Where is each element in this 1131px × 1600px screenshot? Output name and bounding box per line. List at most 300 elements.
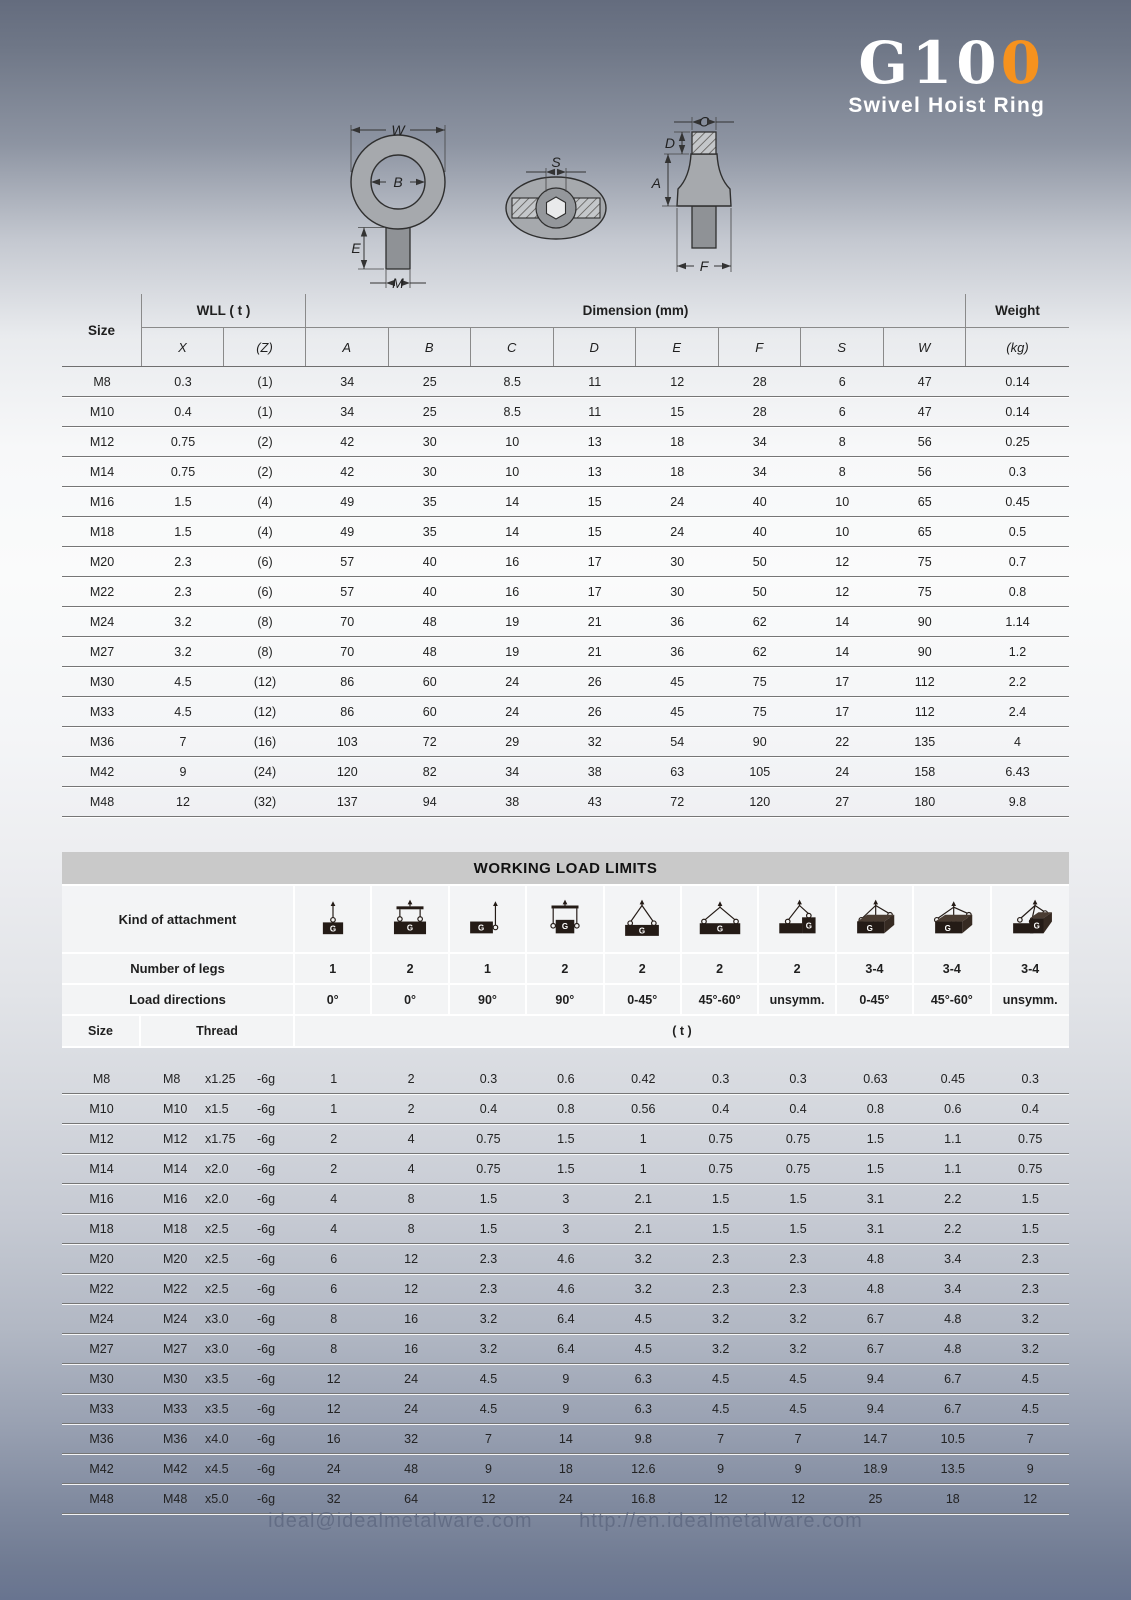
spec-column-header: F [719, 328, 802, 366]
spec-table-cell: 57 [340, 554, 355, 569]
row-size-label: M27 [89, 644, 115, 659]
spec-table-cell: 25 [422, 404, 437, 419]
spec-table-cell: 30 [670, 584, 685, 599]
wll-table-row [62, 1124, 1069, 1154]
spec-table-cell: 17 [587, 584, 602, 599]
spec-table-cell: 21 [587, 644, 602, 659]
front-view-diagram [351, 122, 445, 291]
wll-value-cell: 0.75 [785, 1161, 811, 1176]
wll-value-cell: 6 [330, 1251, 338, 1266]
footer-email: ideal@idealmetalware.com [268, 1510, 533, 1532]
wll-table-title: WORKING LOAD LIMITS [62, 852, 1069, 886]
wll-value-cell: 10.5 [940, 1431, 965, 1446]
wll-value-cell: 24 [326, 1461, 341, 1476]
spec-table-row [62, 547, 1069, 577]
spec-table-cell: 50 [752, 554, 767, 569]
sling-3-4-leg-0-45deg-icon [847, 897, 901, 941]
wll-value-cell: 4.5 [789, 1401, 807, 1416]
spec-table-cell: 75 [917, 554, 932, 569]
wll-value-cell: 1.5 [789, 1191, 807, 1206]
spec-table-cell: 30 [670, 554, 685, 569]
thread-token: -6g [257, 1251, 276, 1266]
spec-table-cell: 6 [838, 404, 846, 419]
wll-value-cell: 4.6 [557, 1251, 575, 1266]
svg-text:G: G [329, 924, 336, 934]
spec-table-cell: 10 [505, 434, 520, 449]
wll-value-cell: 1.5 [479, 1221, 498, 1236]
spec-table-cell: 35 [422, 494, 437, 509]
spec-table-row [62, 577, 1069, 607]
spec-table-cell: 38 [505, 794, 520, 809]
spec-table-cell: 24 [505, 674, 520, 689]
wll-table-body [62, 1064, 1069, 1514]
wll-value-cell: 1.5 [866, 1161, 885, 1176]
logo-main-text: G10 [858, 29, 1001, 97]
row-thread-spec [141, 1454, 295, 1483]
spec-table-cell: 14 [505, 524, 520, 539]
thread-token: M16 [163, 1191, 188, 1206]
wll-value-cell: 3.2 [789, 1311, 807, 1326]
wll-table-row [62, 1274, 1069, 1304]
dim-label-w: W [391, 122, 405, 138]
spec-table-cell: 0.75 [170, 464, 196, 479]
wll-value-cell: 2.3 [1021, 1251, 1039, 1266]
attachment-icon-cell [992, 886, 1069, 952]
spec-table-cell: 75 [752, 674, 767, 689]
wll-value-cell: 1 [330, 1101, 338, 1116]
dim-label-s: S [551, 154, 561, 170]
wll-value-cell: 6.4 [557, 1341, 575, 1356]
spec-table-cell: 60 [422, 674, 437, 689]
row-size-label: M8 [92, 1071, 111, 1086]
spec-table-cell: 1.14 [1005, 614, 1030, 629]
spec-table-cell: 40 [422, 554, 437, 569]
spec-table-cell: 25 [422, 374, 437, 389]
wll-value-cell: 12.6 [631, 1461, 656, 1476]
spec-table-cell: 10 [835, 494, 850, 509]
wll-value-cell: 2.3 [711, 1251, 730, 1266]
sling-3-4-leg-45-60deg-icon [925, 897, 979, 941]
wll-value-cell: 2.3 [789, 1251, 807, 1266]
thread-token: M8 [163, 1071, 181, 1086]
wll-value-cell: 2 [407, 1101, 415, 1116]
dim-label-m: M [392, 275, 404, 291]
svg-text:G: G [716, 924, 723, 934]
row-thread-spec [141, 1334, 295, 1363]
logo-accent-text: 0 [1000, 29, 1045, 97]
wll-value-cell: 6.7 [866, 1341, 885, 1356]
spec-table-cell: 3.2 [174, 644, 192, 659]
wll-value-cell: 9 [1026, 1461, 1034, 1476]
thread-token: x2.5 [205, 1251, 229, 1266]
spec-table-cell: 94 [422, 794, 437, 809]
spec-table-cell: 11 [588, 404, 602, 419]
wll-value-cell: 1.1 [944, 1161, 962, 1176]
spec-table-cell: 24 [670, 494, 685, 509]
spec-table-cell: (4) [257, 494, 273, 509]
row-size-label: M48 [89, 794, 115, 809]
row-thread-spec [141, 1484, 295, 1513]
spec-column-header: C [471, 328, 554, 366]
spec-table-cell: (1) [257, 374, 273, 389]
row-size-label: M8 [93, 374, 111, 389]
spec-table-cell: 24 [670, 524, 685, 539]
load-directions-row [62, 985, 1069, 1016]
dimension-spec-table [62, 294, 1069, 817]
wll-value-cell: 12 [1023, 1491, 1038, 1506]
number-of-legs-label: Number of legs [62, 954, 295, 983]
load-direction-value: 0° [372, 985, 449, 1014]
spec-table-header [62, 294, 1069, 367]
spec-table-cell: 82 [422, 764, 437, 779]
wll-value-cell: 1.5 [557, 1131, 575, 1146]
sling-1-leg-90deg-icon [460, 897, 514, 941]
load-direction-value: 0-45° [605, 985, 682, 1014]
spec-table-cell: 0.3 [1008, 464, 1027, 479]
wll-value-cell: 0.4 [479, 1101, 498, 1116]
spec-column-header: (Z) [224, 328, 306, 366]
wll-value-cell: 3.2 [1021, 1341, 1039, 1356]
spec-column-header: S [801, 328, 884, 366]
spec-table-cell: 90 [752, 734, 767, 749]
spec-table-cell: 75 [752, 704, 767, 719]
wll-value-cell: 4 [330, 1191, 338, 1206]
row-size-label: M24 [89, 614, 115, 629]
spec-table-cell: 12 [670, 374, 685, 389]
load-direction-value: 45°-60° [914, 985, 991, 1014]
wll-value-cell: 2.3 [789, 1281, 807, 1296]
spec-table-cell: 17 [835, 704, 850, 719]
wll-value-cell: 7 [717, 1431, 725, 1446]
wll-size-header: Size [62, 1016, 141, 1046]
spec-table-cell: 135 [914, 734, 936, 749]
wll-value-cell: 0.75 [785, 1131, 811, 1146]
wll-value-cell: 4 [330, 1221, 338, 1236]
spec-column-header: D [554, 328, 637, 366]
wll-value-cell: 1 [639, 1161, 647, 1176]
row-size-label: M30 [89, 1371, 114, 1386]
spec-table-cell: (4) [257, 524, 273, 539]
technical-drawings [328, 110, 790, 302]
spec-table-cell: 72 [670, 794, 685, 809]
row-thread-spec [141, 1064, 295, 1093]
row-size-label: M22 [89, 1281, 114, 1296]
spec-table-cell: 30 [422, 434, 437, 449]
thread-token: -6g [257, 1161, 276, 1176]
spec-column-header: (kg) [1006, 339, 1029, 355]
row-size-label: M27 [89, 1341, 114, 1356]
spec-table-row [62, 757, 1069, 787]
spec-table-cell: 18 [670, 434, 685, 449]
number-of-legs-value: 2 [372, 954, 449, 983]
wll-value-cell: 0.3 [789, 1071, 807, 1086]
spec-table-cell: 42 [340, 464, 355, 479]
wll-value-cell: 3.2 [634, 1281, 652, 1296]
number-of-legs-value: 2 [527, 954, 604, 983]
row-thread-spec [141, 1394, 295, 1423]
wll-value-cell: 9 [717, 1461, 725, 1476]
spec-table-cell: 16 [505, 554, 520, 569]
thread-token: M14 [163, 1161, 188, 1176]
wll-value-cell: 0.4 [789, 1101, 807, 1116]
spec-table-cell: 22 [835, 734, 850, 749]
spec-table-cell: 57 [340, 584, 355, 599]
wll-value-cell: 4.5 [634, 1311, 652, 1326]
wll-value-cell: 1 [639, 1131, 647, 1146]
spec-table-cell: (1) [257, 404, 273, 419]
spec-table-cell: 105 [749, 764, 771, 779]
spec-table-cell: 32 [587, 734, 602, 749]
thread-token: x5.0 [205, 1491, 229, 1506]
wll-value-cell: 0.45 [940, 1071, 965, 1086]
wll-value-cell: 0.4 [711, 1101, 730, 1116]
wll-value-cell: 12 [791, 1491, 805, 1506]
wll-value-cell: 1.5 [711, 1191, 730, 1206]
wll-value-cell: 3.2 [1021, 1311, 1039, 1326]
wll-table-row [62, 1334, 1069, 1364]
row-size-label: M30 [89, 674, 115, 689]
spec-header-size: Size [62, 294, 142, 366]
number-of-legs-row [62, 954, 1069, 985]
wll-value-cell: 0.8 [866, 1101, 885, 1116]
wll-value-cell: 0.3 [479, 1071, 498, 1086]
wll-value-cell: 32 [326, 1491, 341, 1506]
row-thread-spec [141, 1244, 295, 1273]
svg-text:G: G [867, 923, 874, 933]
row-size-label: M16 [89, 1191, 114, 1206]
spec-table-cell: 6 [838, 374, 846, 389]
wll-value-cell: 3.2 [711, 1311, 730, 1326]
spec-table-row [62, 517, 1069, 547]
wll-unit-header: ( t ) [295, 1016, 1069, 1046]
wll-value-cell: 3.4 [944, 1251, 962, 1266]
wll-value-cell: 4 [407, 1131, 415, 1146]
wll-value-cell: 0.6 [944, 1101, 962, 1116]
spec-table-cell: 6.43 [1005, 764, 1030, 779]
thread-token: -6g [257, 1131, 276, 1146]
working-load-limits-table [62, 852, 1069, 1514]
spec-table-cell: 49 [340, 524, 355, 539]
wll-value-cell: 4.8 [944, 1311, 962, 1326]
wll-value-cell: 4.5 [479, 1401, 498, 1416]
wll-value-cell: 18.9 [863, 1461, 888, 1476]
spec-table-cell: 34 [752, 434, 767, 449]
wll-value-cell: 4.5 [1021, 1401, 1039, 1416]
spec-table-cell: 70 [340, 644, 355, 659]
thread-token: -6g [257, 1281, 276, 1296]
wll-value-cell: 4.5 [789, 1371, 807, 1386]
wll-value-cell: 1.5 [479, 1191, 498, 1206]
wll-value-cell: 9.4 [866, 1371, 885, 1386]
wll-value-cell: 3 [562, 1191, 570, 1206]
spec-table-cell: 62 [752, 644, 767, 659]
spec-table-cell: 0.75 [170, 434, 196, 449]
wll-value-cell: 12 [713, 1491, 728, 1506]
spec-table-cell: 103 [336, 734, 358, 749]
sling-2-leg-0-45deg-icon [615, 897, 669, 941]
wll-value-cell: 4.5 [479, 1371, 498, 1386]
wll-table-row [62, 1184, 1069, 1214]
spec-header-dimension-group: Dimension (mm) [306, 294, 966, 328]
thread-token: M12 [163, 1131, 188, 1146]
wll-value-cell: 3.1 [866, 1191, 885, 1206]
wll-value-cell: 48 [404, 1461, 419, 1476]
thread-token: M10 [163, 1101, 188, 1116]
wll-value-cell: 9.8 [634, 1431, 652, 1446]
spec-table-cell: 120 [749, 794, 771, 809]
sling-2-leg-unsymmetric-icon [770, 897, 824, 941]
row-size-label: M18 [89, 1221, 114, 1236]
wll-value-cell: 8 [407, 1191, 415, 1206]
wll-value-cell: 0.75 [1018, 1161, 1043, 1176]
number-of-legs-value: 3-4 [837, 954, 914, 983]
wll-value-cell: 6.7 [944, 1371, 962, 1386]
wll-value-cell: 25 [868, 1491, 883, 1506]
wll-value-cell: 9 [562, 1371, 570, 1386]
row-size-label: M16 [89, 494, 115, 509]
thread-token: x3.0 [205, 1311, 229, 1326]
spec-table-cell: 36 [670, 614, 685, 629]
attachment-icon-cell [372, 886, 449, 952]
thread-token: -6g [257, 1491, 276, 1506]
dim-label-e: E [351, 240, 361, 256]
thread-token: M27 [163, 1341, 188, 1356]
sling-2-leg-0deg-beam-icon [383, 897, 437, 941]
wll-value-cell: 2.3 [711, 1281, 730, 1296]
wll-value-cell: 24 [404, 1401, 419, 1416]
wll-value-cell: 24 [558, 1491, 573, 1506]
spec-table-cell: 1.5 [174, 494, 192, 509]
wll-table-row [62, 1304, 1069, 1334]
spec-table-row [62, 457, 1069, 487]
row-thread-spec [141, 1124, 295, 1153]
row-size-label: M48 [89, 1491, 114, 1506]
spec-table-cell: 60 [422, 704, 437, 719]
spec-table-cell: 0.5 [1008, 524, 1027, 539]
spec-table-cell: (8) [257, 614, 273, 629]
thread-token: -6g [257, 1191, 276, 1206]
wll-value-cell: 2 [330, 1131, 338, 1146]
spec-table-cell: 10 [505, 464, 520, 479]
row-size-label: M12 [89, 1131, 114, 1146]
spec-table-row [62, 787, 1069, 817]
spec-table-row [62, 367, 1069, 397]
dim-label-d: D [664, 135, 675, 151]
spec-table-cell: (12) [253, 674, 277, 689]
svg-text:G: G [1033, 921, 1041, 931]
wll-value-cell: 6.7 [866, 1311, 885, 1326]
spec-table-cell: 1.2 [1008, 644, 1027, 659]
wll-value-cell: 32 [404, 1431, 419, 1446]
spec-table-cell: 49 [340, 494, 355, 509]
spec-table-cell: 112 [914, 704, 935, 719]
wll-value-cell: 3.4 [944, 1281, 962, 1296]
wll-value-cell: 24 [404, 1371, 419, 1386]
wll-value-cell: 4.5 [634, 1341, 652, 1356]
svg-text:G: G [944, 923, 951, 933]
sling-1-leg-0deg-icon [306, 897, 360, 941]
wll-value-cell: 2.3 [1021, 1281, 1039, 1296]
svg-text:G: G [639, 926, 646, 936]
spec-table-cell: 28 [752, 404, 767, 419]
wll-value-cell: 1.1 [944, 1131, 962, 1146]
spec-table-cell: 120 [336, 764, 358, 779]
spec-table-cell: 19 [505, 644, 520, 659]
spec-table-cell: (8) [257, 644, 273, 659]
spec-table-cell: 17 [587, 554, 602, 569]
spec-table-row [62, 667, 1069, 697]
spec-table-cell: 137 [336, 794, 358, 809]
wll-value-cell: 0.3 [1021, 1071, 1039, 1086]
spec-table-cell: 8 [838, 434, 846, 449]
spec-table-cell: 10 [835, 524, 850, 539]
spec-table-cell: 12 [835, 584, 850, 599]
row-size-label: M33 [89, 1401, 114, 1416]
thread-token: -6g [257, 1371, 276, 1386]
spec-table-cell: 56 [917, 464, 932, 479]
wll-value-cell: 4.5 [711, 1371, 730, 1386]
svg-text:G: G [805, 921, 812, 931]
row-size-label: M33 [89, 704, 115, 719]
spec-table-cell: 34 [340, 404, 355, 419]
spec-table-cell: 56 [917, 434, 932, 449]
wll-value-cell: 12 [326, 1371, 341, 1386]
spec-table-cell: 36 [670, 644, 685, 659]
row-thread-spec [141, 1214, 295, 1243]
wll-value-cell: 6.7 [944, 1401, 962, 1416]
wll-table-row [62, 1454, 1069, 1484]
spec-table-cell: 2.3 [174, 584, 192, 599]
svg-text:G: G [406, 923, 414, 933]
wll-thread-header: Thread [141, 1016, 295, 1046]
wll-value-cell: 0.42 [631, 1071, 656, 1086]
svg-text:G: G [478, 923, 485, 933]
spec-table-cell: 30 [422, 464, 437, 479]
wll-value-cell: 6 [330, 1281, 338, 1296]
spec-table-cell: 4.5 [174, 674, 192, 689]
spec-table-cell: 8 [838, 464, 846, 479]
wll-value-cell: 7 [1026, 1431, 1034, 1446]
wll-table-row [62, 1364, 1069, 1394]
wll-value-cell: 7 [485, 1431, 492, 1446]
spec-table-cell: 62 [752, 614, 767, 629]
thread-token: M48 [163, 1491, 188, 1506]
attachment-kind-row [62, 886, 1069, 954]
wll-value-cell: 1 [330, 1071, 338, 1086]
wll-value-cell: 16 [404, 1341, 419, 1356]
thread-token: -6g [257, 1311, 276, 1326]
row-size-label: M42 [89, 764, 115, 779]
spec-table-cell: 13 [587, 464, 602, 479]
thread-token: x1.5 [205, 1101, 229, 1116]
wll-value-cell: 16 [326, 1431, 341, 1446]
wll-table-row [62, 1154, 1069, 1184]
brand-logo [848, 29, 1045, 118]
spec-table-cell: 26 [587, 674, 602, 689]
thread-token: -6g [257, 1461, 276, 1476]
wll-value-cell: 6.3 [634, 1401, 652, 1416]
spec-table-cell: 40 [752, 494, 767, 509]
spec-table-cell: 13 [587, 434, 602, 449]
wll-table-row [62, 1394, 1069, 1424]
wll-value-cell: 9 [562, 1401, 570, 1416]
spec-table-cell: 2.3 [174, 554, 192, 569]
wll-value-cell: 1.5 [789, 1221, 807, 1236]
spec-table-cell: 0.14 [1005, 374, 1030, 389]
row-thread-spec [141, 1154, 295, 1183]
spec-table-cell: 65 [917, 524, 932, 539]
thread-token: x2.5 [205, 1281, 229, 1296]
